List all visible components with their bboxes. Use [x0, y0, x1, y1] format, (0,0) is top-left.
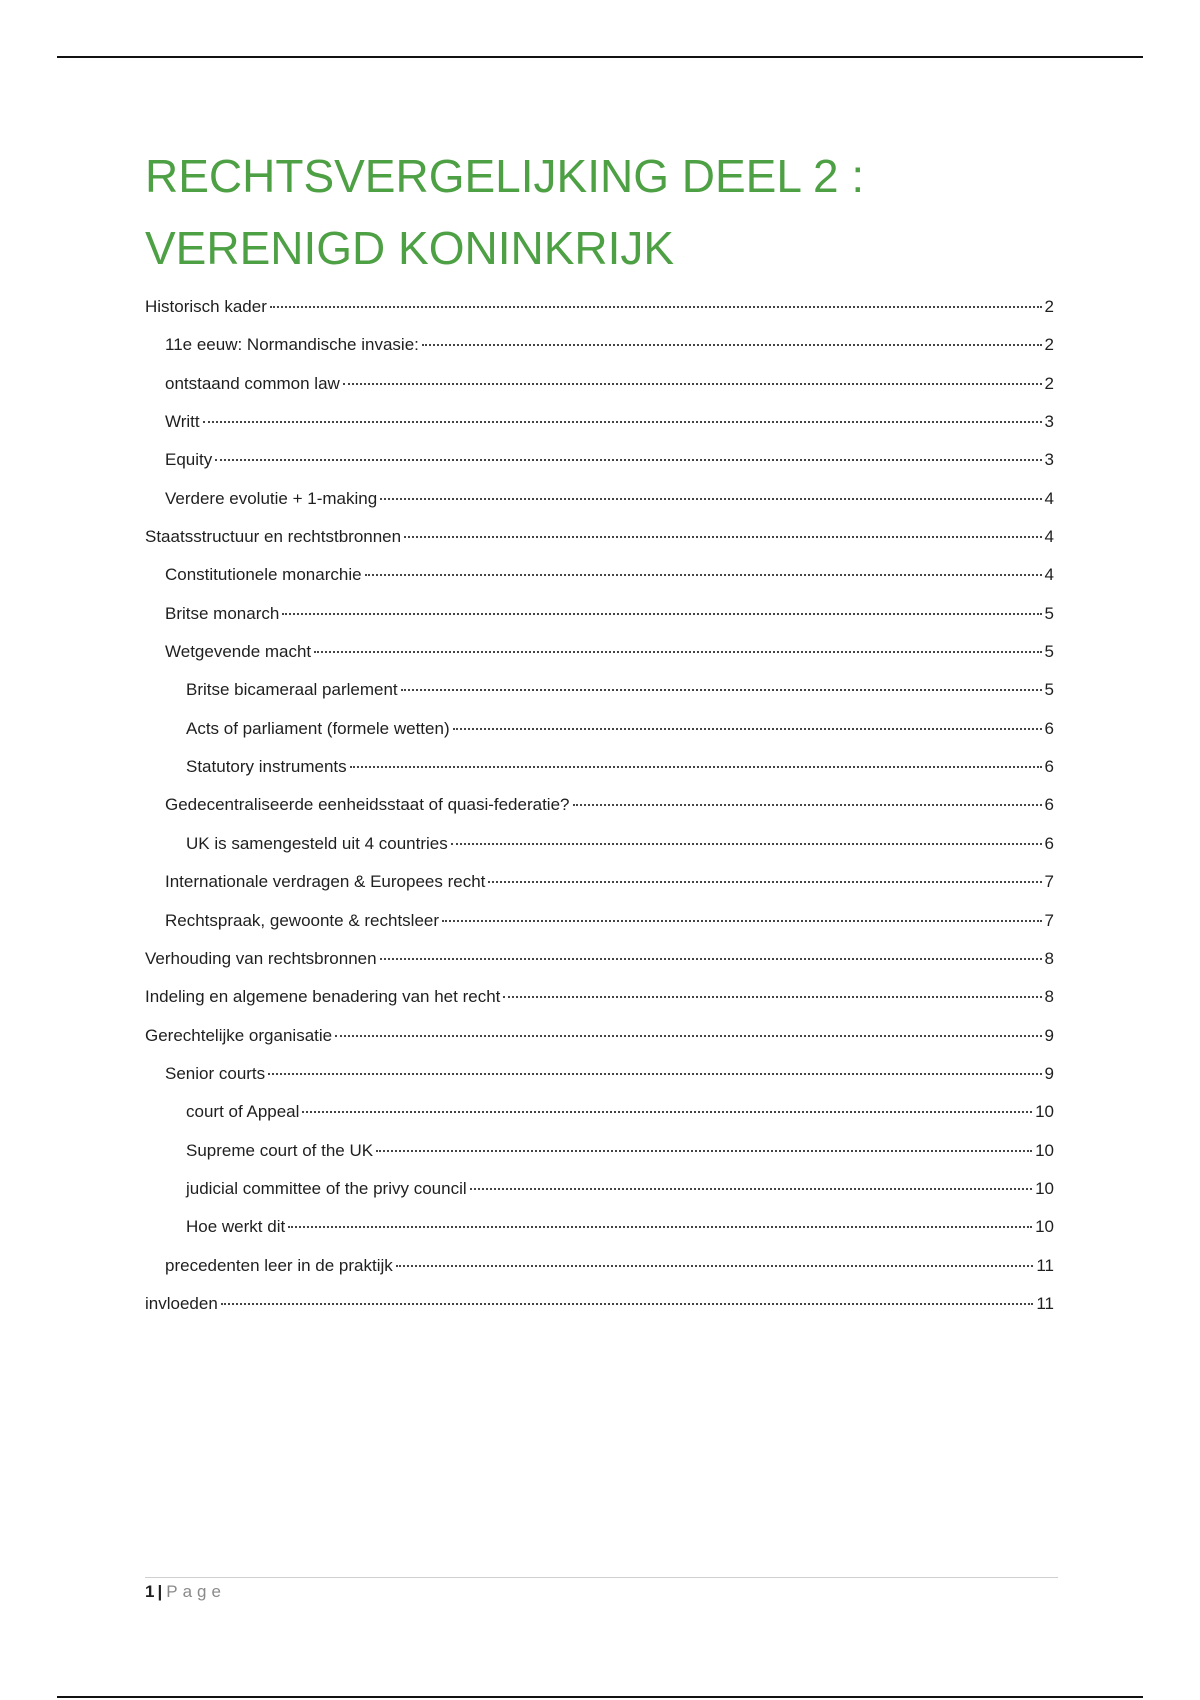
toc-entry[interactable] — [145, 374, 1054, 412]
document-title-line-1: RECHTSVERGELIJKING DEEL 2 : — [145, 150, 865, 202]
footer-page-number: 1 — [145, 1582, 155, 1601]
toc-entry[interactable] — [145, 1064, 1054, 1102]
toc-entry-label[interactable]: Equity — [165, 450, 213, 470]
toc-entry-label[interactable]: Senior courts — [165, 1063, 266, 1083]
toc-entry-label[interactable]: invloeden — [145, 1293, 218, 1313]
toc-entry-label[interactable]: Statutory instruments — [186, 757, 347, 777]
toc-dot-leader — [380, 498, 1041, 500]
toc-dot-leader — [396, 1265, 1034, 1267]
toc-entry-label[interactable]: ontstaand common law — [165, 373, 340, 393]
toc-entry-page-number[interactable]: 9 — [1044, 1063, 1054, 1083]
toc-entry-page-number[interactable]: 11 — [1036, 1255, 1054, 1275]
toc-entry[interactable] — [145, 834, 1054, 872]
toc-entry-page-number[interactable]: 3 — [1044, 412, 1054, 432]
toc-entry-page-number[interactable]: 2 — [1044, 297, 1054, 316]
toc-dot-leader — [288, 1226, 1032, 1228]
toc-entry[interactable] — [145, 872, 1054, 910]
toc-entry-page-number[interactable]: 10 — [1035, 1102, 1054, 1122]
toc-dot-leader — [314, 651, 1041, 653]
toc-entry-label[interactable]: Supreme court of the UK — [186, 1140, 374, 1160]
toc-entry-page-number[interactable]: 5 — [1044, 603, 1054, 623]
document-title — [145, 140, 1095, 284]
toc-entry-label[interactable]: Gerechtelijke organisatie — [145, 1025, 333, 1045]
toc-entry[interactable] — [145, 1256, 1054, 1294]
toc-entry-label[interactable]: Constitutionele monarchie — [165, 565, 362, 585]
toc-dot-leader — [282, 613, 1041, 615]
toc-entry-label[interactable]: Rechtspraak, gewoonte & rechtsleer — [165, 910, 440, 930]
toc-dot-leader — [302, 1111, 1032, 1113]
toc-entry[interactable] — [145, 642, 1054, 680]
toc-dot-leader — [442, 920, 1041, 922]
toc-entry-page-number[interactable]: 4 — [1044, 565, 1054, 585]
toc-entry-page-number[interactable]: 8 — [1044, 987, 1054, 1007]
toc-entry-label[interactable]: 11e eeuw: Normandische invasie: — [165, 335, 419, 355]
toc-entry[interactable] — [145, 1179, 1054, 1217]
toc-dot-leader — [203, 421, 1042, 423]
toc-entry-label[interactable]: Verdere evolutie + 1-making — [165, 488, 378, 508]
toc-entry-page-number[interactable]: 6 — [1044, 757, 1054, 777]
toc-entry-label[interactable]: precedenten leer in de praktijk — [165, 1255, 393, 1275]
toc-dot-leader — [270, 306, 1042, 308]
toc-entry[interactable] — [145, 719, 1054, 757]
footer-separator: | — [157, 1582, 163, 1601]
toc-entry[interactable] — [145, 795, 1054, 833]
toc-dot-leader — [451, 843, 1042, 845]
toc-entry-page-number[interactable]: 11 — [1036, 1293, 1054, 1313]
toc-dot-leader — [488, 881, 1041, 883]
toc-entry-label[interactable]: Gedecentraliseerde eenheidsstaat of quasi-federatie? — [165, 795, 570, 815]
toc-entry[interactable] — [145, 949, 1054, 987]
toc-dot-leader — [268, 1073, 1041, 1075]
toc-entry[interactable] — [145, 680, 1054, 718]
table-of-contents — [145, 297, 1054, 1332]
toc-entry[interactable] — [145, 335, 1054, 373]
toc-dot-leader — [335, 1035, 1041, 1037]
toc-entry[interactable] — [145, 527, 1054, 565]
toc-dot-leader — [573, 804, 1042, 806]
toc-entry-label[interactable]: Writt — [165, 412, 200, 432]
toc-entry-page-number[interactable]: 10 — [1035, 1217, 1054, 1237]
top-border-line — [57, 56, 1143, 58]
toc-entry-page-number[interactable]: 8 — [1044, 948, 1054, 968]
toc-entry[interactable] — [145, 1294, 1054, 1332]
toc-dot-leader — [453, 728, 1042, 730]
toc-entry-page-number[interactable]: 6 — [1044, 833, 1054, 853]
toc-entry[interactable] — [145, 1217, 1054, 1255]
toc-entry-label[interactable]: Hoe werkt dit — [186, 1217, 286, 1237]
toc-dot-leader — [343, 383, 1042, 385]
toc-entry[interactable] — [145, 1102, 1054, 1140]
toc-entry[interactable] — [145, 297, 1054, 335]
toc-entry-page-number[interactable]: 3 — [1044, 450, 1054, 470]
toc-entry[interactable] — [145, 412, 1054, 450]
toc-entry-label[interactable]: Britse bicameraal parlement — [186, 680, 398, 700]
page-footer — [145, 1581, 226, 1603]
toc-entry-label[interactable]: Indeling en algemene benadering van het recht — [145, 987, 501, 1007]
toc-entry-page-number[interactable]: 7 — [1044, 872, 1054, 892]
footer-divider — [145, 1577, 1058, 1578]
toc-entry-page-number[interactable]: 6 — [1044, 718, 1054, 738]
toc-entry-label[interactable]: Wetgevende macht — [165, 642, 312, 662]
toc-entry[interactable] — [145, 757, 1054, 795]
toc-entry-page-number[interactable]: 9 — [1044, 1025, 1054, 1045]
toc-entry-page-number[interactable]: 7 — [1044, 910, 1054, 930]
toc-dot-leader — [380, 958, 1042, 960]
toc-dot-leader — [221, 1303, 1034, 1305]
toc-entry[interactable] — [145, 1026, 1054, 1064]
footer-page-word: Page — [166, 1582, 226, 1601]
toc-entry[interactable] — [145, 604, 1054, 642]
toc-dot-leader — [350, 766, 1042, 768]
toc-entry-label[interactable]: Staatsstructuur en rechtstbronnen — [145, 527, 402, 547]
toc-entry-page-number[interactable]: 2 — [1044, 335, 1054, 355]
toc-dot-leader — [404, 536, 1041, 538]
toc-entry-label[interactable]: UK is samengesteld uit 4 countries — [186, 833, 448, 853]
toc-dot-leader — [376, 1150, 1032, 1152]
toc-entry-page-number[interactable]: 10 — [1035, 1178, 1054, 1198]
toc-entry-page-number[interactable]: 5 — [1044, 680, 1054, 700]
toc-entry-label[interactable]: court of Appeal — [186, 1102, 300, 1122]
toc-dot-leader — [422, 344, 1042, 346]
toc-entry-page-number[interactable]: 6 — [1044, 795, 1054, 815]
toc-entry-page-number[interactable]: 5 — [1044, 642, 1054, 662]
toc-entry-page-number[interactable]: 10 — [1035, 1140, 1054, 1160]
toc-entry-page-number[interactable]: 4 — [1044, 527, 1054, 547]
toc-entry-label[interactable]: Britse monarch — [165, 603, 280, 623]
toc-dot-leader — [470, 1188, 1032, 1190]
bottom-border-line — [57, 1696, 1143, 1698]
toc-entry-label[interactable]: judicial committee of the privy council — [186, 1178, 467, 1198]
toc-entry-page-number[interactable]: 2 — [1044, 373, 1054, 393]
toc-entry[interactable] — [145, 1141, 1054, 1179]
toc-entry[interactable] — [145, 450, 1054, 488]
toc-entry-label[interactable]: Verhouding van rechtsbronnen — [145, 948, 377, 968]
toc-entry-label[interactable]: Internationale verdragen & Europees recht — [165, 872, 486, 892]
document-title-line-2: VERENIGD KONINKRIJK — [145, 222, 675, 274]
toc-dot-leader — [401, 689, 1042, 691]
toc-entry-label[interactable]: Acts of parliament (formele wetten) — [186, 718, 450, 738]
toc-entry-page-number[interactable]: 4 — [1044, 488, 1054, 508]
toc-dot-leader — [503, 996, 1041, 998]
toc-entry[interactable] — [145, 911, 1054, 949]
toc-entry[interactable] — [145, 565, 1054, 603]
toc-dot-leader — [215, 459, 1041, 461]
toc-entry[interactable] — [145, 489, 1054, 527]
toc-entry[interactable] — [145, 987, 1054, 1025]
toc-entry-label[interactable]: Historisch kader — [145, 297, 267, 316]
toc-dot-leader — [365, 574, 1042, 576]
